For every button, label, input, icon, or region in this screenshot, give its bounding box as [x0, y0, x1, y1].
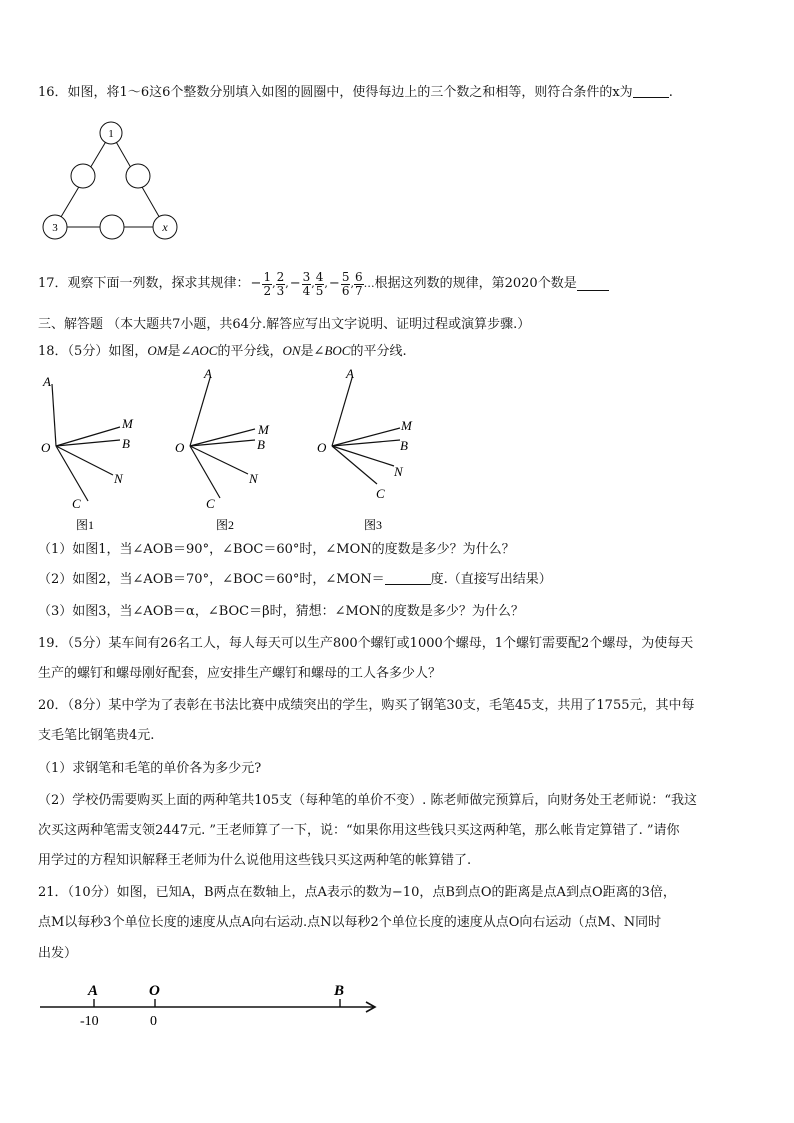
q21-line-2: 点M以每秒3个单位长度的速度从点A向右运动.点N以每秒2个单位长度的速度从点O向右运动（点M、N同时: [38, 915, 662, 930]
q17-fraction: [341, 271, 351, 298]
fig1-label-c: C: [72, 496, 81, 511]
q18-head-d: 是∠: [300, 344, 325, 359]
q17-numerator: 1: [263, 269, 272, 284]
q17-fraction: [262, 271, 272, 298]
fig1-label-n: N: [114, 471, 123, 486]
fig2-label-m: M: [258, 422, 269, 437]
fig2-caption: 图2: [216, 518, 235, 532]
q17-fraction: [276, 271, 286, 298]
circle-mid-right: [126, 164, 150, 188]
fig2-label-n: N: [249, 471, 258, 486]
q17-denominator: 4: [302, 283, 311, 298]
q17-separator: ,: [285, 277, 289, 290]
q17-denominator: 6: [341, 283, 350, 298]
fig3-label-m: M: [401, 418, 412, 433]
q18-stem: [38, 342, 407, 361]
axis-label-a: A: [88, 983, 99, 999]
q16-end: .: [668, 85, 673, 100]
q18-part-1: （1）如图1，当∠AOB＝90°，∠BOC＝60°时，∠MON的度数是多少？为什么？: [38, 542, 515, 557]
fig3-caption: 图3: [364, 518, 383, 532]
q18-head-c: 的平分线，: [217, 344, 283, 359]
axis-label-b: B: [334, 983, 345, 999]
q18-figure-2: [170, 366, 280, 534]
q17-fraction: [315, 271, 325, 298]
q17-numerator: 3: [302, 269, 311, 284]
q18-head-a: 18．（5分）如图，: [38, 344, 148, 359]
q17-separator: ,: [324, 277, 328, 290]
q18-part-2-a: （2）如图2，当∠AOB＝70°，∠BOC＝60°时，∠MON＝: [38, 572, 385, 587]
q18-on: ON: [282, 343, 301, 358]
q17-separator: ,: [272, 277, 276, 290]
q20-line-5: 次买这两种笔需支领2447元. ”王老师算了一下，说：“如果你用这些钱只买这两种笔，那么帐肯定算错了. ”请你: [38, 823, 680, 838]
q18-om: OM: [147, 343, 168, 358]
q18-aoc: AOC: [191, 343, 218, 358]
section-3-heading: 三、解答题 （本大题共7小题，共64分.解答应写出文字说明、证明过程或演算步骤.）: [38, 317, 531, 332]
fig3-label-o: O: [317, 440, 327, 455]
circle-mid-left: [71, 164, 95, 188]
q21-line-1: 21．（10分）如图，已知A，B两点在数轴上，点A表示的数为−10，点B到点O的距离是点A到点O距离的3倍，: [38, 885, 676, 900]
fig2-label-a: A: [204, 366, 212, 381]
q17-answer-blank[interactable]: [577, 278, 609, 291]
q17-separator: …: [363, 277, 375, 290]
q17-numerator: 6: [354, 269, 363, 284]
q17-fraction: [302, 271, 312, 298]
fig3-label-c: C: [376, 486, 385, 501]
q18-part-2: [38, 571, 552, 589]
fig3-label-a: A: [346, 366, 354, 381]
fig2-label-c: C: [206, 496, 215, 511]
q17-numerator: 2: [276, 269, 285, 284]
q18-figure-1: [38, 366, 148, 534]
q17-denominator: 5: [315, 283, 324, 298]
q17-sign: −: [328, 276, 340, 291]
q18-part-3: （3）如图3，当∠AOB＝α，∠BOC＝β时，猜想：∠MON的度数是多少？为什么？: [38, 604, 524, 619]
q20-line-2: 支毛笔比钢笔贵4元.: [38, 728, 155, 743]
q18-figure-3: [312, 366, 422, 534]
q18-head-b: 是∠: [167, 344, 192, 359]
q17-numerator: 5: [341, 269, 350, 284]
q16-triangle-diagram: [38, 116, 188, 244]
q21-line-3: 出发）: [38, 946, 78, 961]
q18-part-2-b: 度.（直接写出结果）: [430, 572, 552, 587]
q17-denominator: 7: [354, 283, 363, 298]
fig1-caption: 图1: [76, 518, 95, 532]
q17-text: [38, 266, 609, 302]
circle-top-label: 1: [108, 128, 114, 140]
q16-text: [38, 84, 673, 102]
q18-answer-blank[interactable]: [385, 572, 431, 585]
circle-left-label: 3: [52, 222, 58, 234]
q17-suffix: 根据这列数的规律，第2020个数是: [374, 276, 577, 291]
q17-numerator: 4: [315, 269, 324, 284]
q20-line-3: （1）求钢笔和毛笔的单价各为多少元?: [38, 761, 262, 776]
q18-head-e: 的平分线.: [350, 344, 407, 359]
circle-right-label: x: [162, 220, 168, 234]
fig3-label-n: N: [394, 464, 403, 479]
q19-line-1: 19．（5分）某车间有26名工人，每人每天可以生产800个螺钉或1000个螺母，1个螺钉需要配2个螺母，为使每天: [38, 636, 694, 651]
q20-line-6: 用学过的方程知识解释王老师为什么说他用这些钱只买这两种笔的帐算错了.: [38, 853, 472, 868]
axis-value-a: -10: [80, 1014, 99, 1029]
q17-prefix: 17．观察下面一列数，探求其规律：: [38, 276, 250, 291]
fig1-label-b: B: [122, 436, 130, 451]
q17-separator: ,: [311, 277, 315, 290]
circle-bottom-mid: [100, 215, 124, 239]
q17-sequence: [250, 271, 375, 298]
q16-answer-blank[interactable]: [633, 85, 669, 98]
q19-line-2: 生产的螺钉和螺母刚好配套，应安排生产螺钉和螺母的工人各多少人？: [38, 666, 442, 681]
q17-fraction: [354, 271, 364, 298]
fig2-label-b: B: [257, 437, 265, 452]
fig1-label-a: A: [43, 374, 51, 389]
q20-line-4: （2）学校仍需要购买上面的两种笔共105支（每种笔的单价不变）. 陈老师做完预算后，向财务处王老师说：“我这: [38, 793, 697, 808]
q17-denominator: 2: [263, 283, 272, 298]
fig2-label-o: O: [175, 440, 185, 455]
fig3-label-b: B: [400, 438, 408, 453]
q17-separator: ,: [350, 277, 354, 290]
q20-line-1: 20．（8分）某中学为了表彰在书法比赛中成绩突出的学生，购买了钢笔30支，毛笔45支，共用了1755元，其中每: [38, 698, 695, 713]
axis-value-o: 0: [150, 1014, 157, 1029]
q17-sign: −: [289, 276, 301, 291]
fig1-label-m: M: [122, 416, 133, 431]
q21-number-line: [38, 975, 388, 1035]
q18-boc: BOC: [324, 343, 351, 358]
fig1-label-o: O: [41, 440, 51, 455]
q16-stem: 16．如图，将1～6这6个整数分别填入如图的圆圈中，使得每边上的三个数之和相等，则符合条件的x为: [38, 85, 633, 100]
q17-denominator: 3: [276, 283, 285, 298]
q17-sign: −: [250, 276, 262, 291]
axis-label-o: O: [149, 983, 160, 999]
